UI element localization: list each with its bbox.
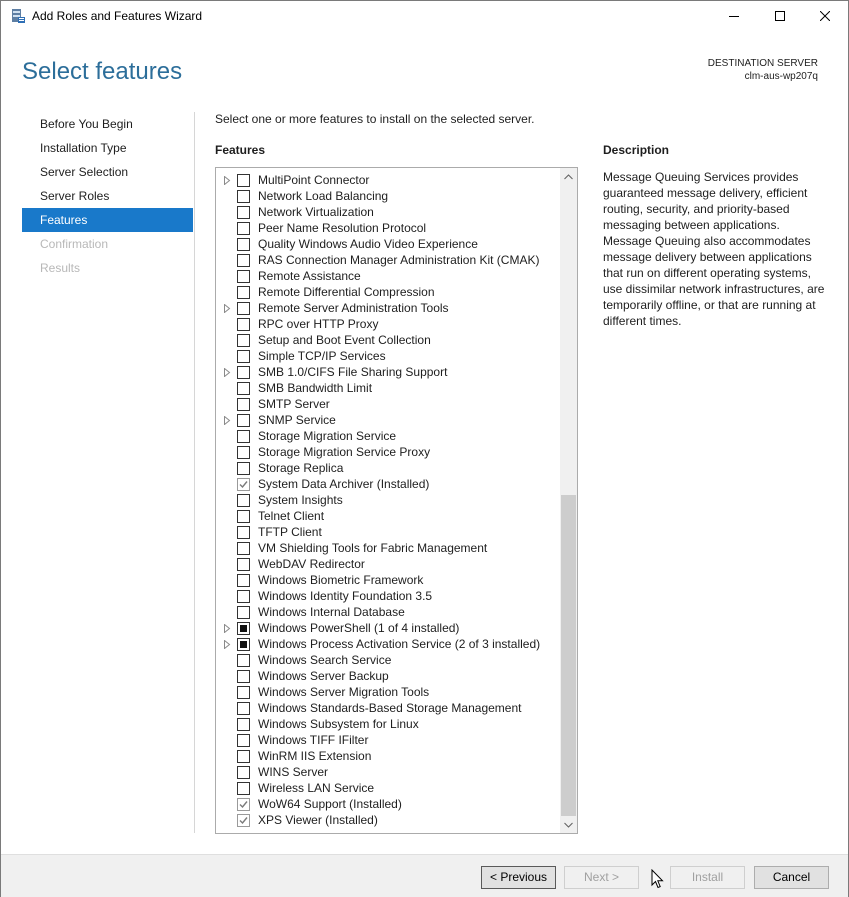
nav-item-server-roles[interactable]: Server Roles xyxy=(40,189,110,203)
feature-row[interactable] xyxy=(216,732,560,748)
feature-label: Windows Subsystem for Linux xyxy=(258,717,419,731)
feature-row[interactable] xyxy=(216,492,560,508)
feature-row[interactable] xyxy=(216,684,560,700)
feature-checkbox[interactable] xyxy=(237,510,250,523)
feature-label: Windows Server Migration Tools xyxy=(258,685,430,699)
feature-checkbox[interactable] xyxy=(237,766,250,779)
feature-checkbox[interactable] xyxy=(237,734,250,747)
cancel-button[interactable]: Cancel xyxy=(754,866,829,889)
feature-row[interactable] xyxy=(216,428,560,444)
feature-row[interactable] xyxy=(216,220,560,236)
feature-checkbox xyxy=(237,814,250,827)
feature-label: Remote Differential Compression xyxy=(258,285,435,299)
feature-row[interactable] xyxy=(216,172,560,188)
feature-row[interactable] xyxy=(216,252,560,268)
feature-row[interactable] xyxy=(216,460,560,476)
feature-row[interactable] xyxy=(216,204,560,220)
feature-checkbox[interactable] xyxy=(237,670,250,683)
destination-server xyxy=(708,57,818,83)
feature-row[interactable] xyxy=(216,316,560,332)
feature-checkbox[interactable] xyxy=(237,558,250,571)
feature-checkbox[interactable] xyxy=(237,334,250,347)
server-manager-icon xyxy=(10,8,26,24)
feature-checkbox[interactable] xyxy=(237,302,250,315)
feature-label: Setup and Boot Event Collection xyxy=(258,333,431,347)
intro-text: Select one or more features to install on the selected server. xyxy=(215,112,535,126)
feature-checkbox[interactable] xyxy=(237,542,250,555)
feature-label: WoW64 Support (Installed) xyxy=(258,797,402,811)
feature-row[interactable] xyxy=(216,700,560,716)
expand-arrow-icon[interactable] xyxy=(223,368,231,377)
features-tree[interactable] xyxy=(215,167,578,834)
feature-checkbox[interactable] xyxy=(237,654,250,667)
feature-row[interactable] xyxy=(216,812,560,828)
chevron-down-icon xyxy=(564,822,573,828)
feature-checkbox[interactable] xyxy=(237,254,250,267)
feature-label: Wireless LAN Service xyxy=(258,781,375,795)
page-title: Select features xyxy=(22,58,183,85)
feature-label: VM Shielding Tools for Fabric Management xyxy=(258,541,488,555)
partial-indicator-icon xyxy=(240,625,247,632)
chevron-up-icon xyxy=(564,174,573,180)
feature-row[interactable] xyxy=(216,332,560,348)
feature-checkbox[interactable] xyxy=(237,382,250,395)
feature-checkbox[interactable] xyxy=(237,318,250,331)
feature-label: Network Load Balancing xyxy=(258,189,389,203)
feature-label: System Data Archiver (Installed) xyxy=(258,477,430,491)
feature-row[interactable] xyxy=(216,476,560,492)
feature-row[interactable] xyxy=(216,748,560,764)
feature-label: Telnet Client xyxy=(258,509,325,523)
feature-row[interactable] xyxy=(216,188,560,204)
minimize-icon xyxy=(729,11,739,21)
feature-row[interactable] xyxy=(216,508,560,524)
feature-row[interactable] xyxy=(216,300,560,316)
feature-row[interactable] xyxy=(216,364,560,380)
feature-checkbox[interactable] xyxy=(237,782,250,795)
feature-label: Windows TIFF IFilter xyxy=(258,733,369,747)
feature-checkbox[interactable] xyxy=(237,462,250,475)
feature-checkbox[interactable] xyxy=(237,446,250,459)
feature-row[interactable] xyxy=(216,348,560,364)
scrollbar-thumb[interactable] xyxy=(561,495,576,816)
feature-label: Storage Migration Service xyxy=(258,429,397,443)
expand-arrow-icon[interactable] xyxy=(223,640,231,649)
maximize-button[interactable] xyxy=(757,1,803,31)
feature-checkbox[interactable] xyxy=(237,718,250,731)
feature-checkbox[interactable] xyxy=(237,638,250,651)
feature-checkbox[interactable] xyxy=(237,174,250,187)
install-button[interactable]: Install xyxy=(670,866,745,889)
feature-label: XPS Viewer (Installed) xyxy=(258,813,378,827)
feature-checkbox[interactable] xyxy=(237,222,250,235)
feature-checkbox[interactable] xyxy=(237,686,250,699)
feature-label: Windows PowerShell (1 of 4 installed) xyxy=(258,621,460,635)
nav-item-before-you-begin[interactable]: Before You Begin xyxy=(40,117,133,131)
scroll-up-button[interactable] xyxy=(560,168,577,185)
title-bar[interactable] xyxy=(1,1,848,31)
feature-row[interactable] xyxy=(216,780,560,796)
feature-row[interactable] xyxy=(216,524,560,540)
feature-checkbox[interactable] xyxy=(237,270,250,283)
feature-label: SNMP Service xyxy=(258,413,336,427)
feature-checkbox[interactable] xyxy=(237,574,250,587)
wizard-steps-nav xyxy=(22,112,193,280)
feature-label: Windows Internal Database xyxy=(258,605,405,619)
feature-label: Network Virtualization xyxy=(258,205,374,219)
feature-row[interactable] xyxy=(216,444,560,460)
minimize-button[interactable] xyxy=(711,1,757,31)
feature-checkbox[interactable] xyxy=(237,414,250,427)
checkmark-icon xyxy=(239,800,248,809)
previous-button[interactable]: < Previous xyxy=(481,866,556,889)
feature-row[interactable] xyxy=(216,540,560,556)
feature-checkbox[interactable] xyxy=(237,702,250,715)
feature-checkbox[interactable] xyxy=(237,606,250,619)
window-title: Add Roles and Features Wizard xyxy=(32,9,203,23)
expand-arrow-icon[interactable] xyxy=(223,304,231,313)
feature-label: Windows Server Backup xyxy=(258,669,389,683)
feature-row[interactable] xyxy=(216,284,560,300)
features-heading: Features xyxy=(215,143,266,157)
feature-row[interactable] xyxy=(216,764,560,780)
feature-label: Simple TCP/IP Services xyxy=(258,349,386,363)
feature-checkbox[interactable] xyxy=(237,526,250,539)
partial-indicator-icon xyxy=(240,641,247,648)
feature-row[interactable] xyxy=(216,380,560,396)
feature-label: Storage Migration Service Proxy xyxy=(258,445,431,459)
feature-row[interactable] xyxy=(216,556,560,572)
feature-label: Windows Process Activation Service (2 of 3 installed) xyxy=(258,637,541,651)
feature-checkbox[interactable] xyxy=(237,750,250,763)
wizard-footer xyxy=(1,854,848,897)
feature-checkbox[interactable] xyxy=(237,622,250,635)
expand-arrow-icon[interactable] xyxy=(223,416,231,425)
features-scrollbar[interactable] xyxy=(560,168,577,833)
feature-row[interactable] xyxy=(216,604,560,620)
feature-label: Peer Name Resolution Protocol xyxy=(258,221,427,235)
description-heading: Description xyxy=(603,143,670,157)
feature-row[interactable] xyxy=(216,412,560,428)
nav-item-confirmation: Confirmation xyxy=(40,237,109,251)
nav-item-results: Results xyxy=(40,261,81,275)
features-list xyxy=(216,172,560,828)
next-button[interactable]: Next > xyxy=(564,866,639,889)
feature-label: MultiPoint Connector xyxy=(258,173,370,187)
feature-label: WINS Server xyxy=(258,765,329,779)
feature-checkbox[interactable] xyxy=(237,590,250,603)
feature-label: Windows Search Service xyxy=(258,653,392,667)
checkmark-icon xyxy=(239,816,248,825)
feature-label: RPC over HTTP Proxy xyxy=(258,317,379,331)
feature-row[interactable] xyxy=(216,636,560,652)
feature-label: TFTP Client xyxy=(258,525,322,539)
feature-checkbox[interactable] xyxy=(237,206,250,219)
feature-checkbox[interactable] xyxy=(237,430,250,443)
feature-checkbox[interactable] xyxy=(237,190,250,203)
close-button[interactable] xyxy=(802,1,848,31)
feature-checkbox[interactable] xyxy=(237,350,250,363)
feature-label: System Insights xyxy=(258,493,343,507)
maximize-icon xyxy=(775,11,785,21)
feature-label: SMB Bandwidth Limit xyxy=(258,381,373,395)
feature-checkbox xyxy=(237,798,250,811)
feature-checkbox[interactable] xyxy=(237,366,250,379)
feature-row[interactable] xyxy=(216,716,560,732)
feature-row[interactable] xyxy=(216,796,560,812)
nav-divider xyxy=(194,112,195,833)
feature-checkbox[interactable] xyxy=(237,238,250,251)
feature-label: Remote Server Administration Tools xyxy=(258,301,449,315)
description-text: Message Queuing Services provides guaranteed message delivery, efficient routing, security, and priority-based messaging between applications. Message Queuing also accommodates message delivery between applications that run on different operating systems, use dissimilar network infrastructures, are temporarily offline, or that are running at different times. xyxy=(603,170,825,328)
feature-row[interactable] xyxy=(216,572,560,588)
feature-label: Storage Replica xyxy=(258,461,344,475)
feature-row[interactable] xyxy=(216,652,560,668)
nav-item-server-selection[interactable]: Server Selection xyxy=(40,165,129,179)
nav-item-features[interactable]: Features xyxy=(22,208,193,232)
feature-label: SMTP Server xyxy=(258,397,330,411)
feature-row[interactable] xyxy=(216,620,560,636)
feature-checkbox xyxy=(237,478,250,491)
feature-label: Windows Standards-Based Storage Management xyxy=(258,701,522,715)
feature-row[interactable] xyxy=(216,668,560,684)
expand-arrow-icon[interactable] xyxy=(223,624,231,633)
feature-label: Windows Biometric Framework xyxy=(258,573,424,587)
feature-checkbox[interactable] xyxy=(237,398,250,411)
feature-checkbox[interactable] xyxy=(237,286,250,299)
feature-label: Remote Assistance xyxy=(258,269,361,283)
feature-row[interactable] xyxy=(216,236,560,252)
scroll-down-button[interactable] xyxy=(560,816,577,833)
feature-label: Windows Identity Foundation 3.5 xyxy=(258,589,433,603)
destination-label: DESTINATION SERVER xyxy=(707,58,818,69)
expand-arrow-icon[interactable] xyxy=(223,176,231,185)
destination-server-name: clm-aus-wp207q xyxy=(744,71,818,82)
checkmark-icon xyxy=(239,480,248,489)
feature-label: WebDAV Redirector xyxy=(258,557,365,571)
feature-checkbox[interactable] xyxy=(237,494,250,507)
nav-item-installation-type[interactable]: Installation Type xyxy=(40,141,127,155)
feature-row[interactable] xyxy=(216,396,560,412)
feature-label: SMB 1.0/CIFS File Sharing Support xyxy=(258,365,448,379)
close-icon xyxy=(820,11,830,21)
feature-row[interactable] xyxy=(216,588,560,604)
feature-label: RAS Connection Manager Administration Kit (CMAK) xyxy=(258,253,540,267)
mouse-cursor-icon xyxy=(651,869,665,890)
feature-row[interactable] xyxy=(216,268,560,284)
feature-label: Quality Windows Audio Video Experience xyxy=(258,237,478,251)
feature-label: WinRM IIS Extension xyxy=(258,749,372,763)
